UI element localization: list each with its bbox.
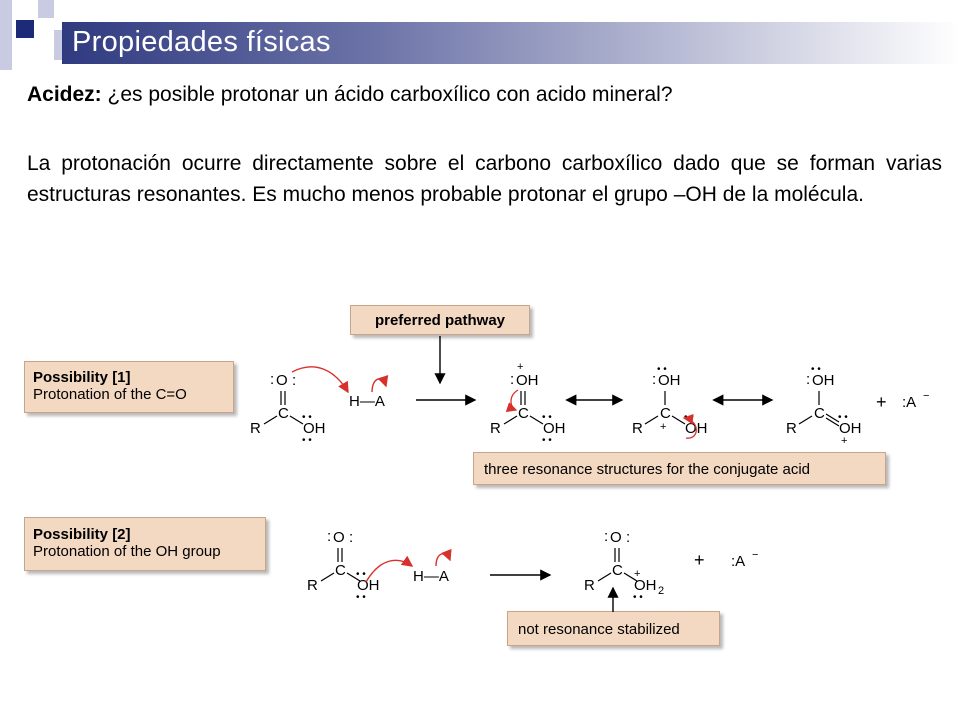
not-resonance-label: not resonance stabilized <box>518 621 680 638</box>
svg-text:OH: OH <box>812 372 835 389</box>
base-2: :A <box>731 553 746 570</box>
atom-r1: R <box>250 420 261 437</box>
svg-text:OH: OH <box>357 577 380 594</box>
acid-structure-1 <box>250 371 326 446</box>
svg-text:• •: • • <box>633 592 643 603</box>
base-2-charge: − <box>752 549 759 561</box>
svg-text:OH: OH <box>543 420 566 437</box>
svg-text:• •: • • <box>356 569 366 580</box>
svg-text:C: C <box>518 405 529 422</box>
svg-text:R: R <box>584 577 595 594</box>
question-text: ¿es posible protonar un ácido carboxílico con acido mineral? <box>101 83 673 106</box>
preferred-pathway-label: preferred pathway <box>374 312 506 329</box>
resonance-structure-c <box>786 364 862 447</box>
possibility2-subtitle: Protonation of the OH group <box>33 543 221 560</box>
base-1-charge: − <box>923 390 930 402</box>
svg-text:OH: OH <box>634 577 657 594</box>
red-arrow-6 <box>436 554 450 566</box>
svg-text:• •: • • <box>356 592 366 603</box>
svg-text:• •: • • <box>302 412 312 423</box>
svg-text:+: + <box>517 361 524 373</box>
svg-text:R: R <box>307 577 318 594</box>
svg-text:2: 2 <box>658 585 665 597</box>
svg-text::: : <box>626 529 631 546</box>
possibility1-subtitle: Protonation of the C=O <box>33 386 187 403</box>
svg-text:O: O <box>610 529 622 546</box>
svg-text::: : <box>652 371 657 388</box>
svg-text:• •: • • <box>657 364 667 375</box>
svg-text:O: O <box>333 529 345 546</box>
page-title: Propiedades físicas <box>72 26 331 58</box>
svg-text:C: C <box>335 562 346 579</box>
atom-c1: C <box>278 405 289 422</box>
resonance-structure-a <box>490 361 566 446</box>
svg-text:• •: • • <box>838 412 848 423</box>
svg-text::: : <box>327 528 332 545</box>
svg-text:OH: OH <box>516 372 539 389</box>
plus-2: + <box>694 550 705 570</box>
dots-o1b: : <box>292 372 297 389</box>
svg-text:• •: • • <box>684 412 694 423</box>
plus-1: + <box>876 392 887 412</box>
svg-text:R: R <box>632 420 643 437</box>
dots-o1: : <box>270 371 275 388</box>
possibility2-title: Possibility [2] <box>33 526 131 543</box>
svg-text:R: R <box>490 420 501 437</box>
svg-text:OH: OH <box>658 372 681 389</box>
h-a-1: H—A <box>349 393 385 410</box>
acid-structure-2 <box>307 528 380 603</box>
svg-text::: : <box>604 528 609 545</box>
svg-text:+: + <box>660 421 667 433</box>
svg-text:• •: • • <box>542 435 552 446</box>
svg-text:OH: OH <box>685 420 708 437</box>
svg-text:C: C <box>814 405 825 422</box>
atom-oh1: OH <box>303 420 326 437</box>
red-arrow-2 <box>372 379 386 392</box>
svg-text:• •: • • <box>811 364 821 375</box>
protonated-oh-structure <box>584 528 664 603</box>
svg-text:C: C <box>660 405 671 422</box>
body-paragraph: La protonación ocurre directamente sobre el carbono carboxílico dado que se forman varias estructuras resonantes. Es mucho menos probable protonar el grupo –OH de la molécula. <box>27 152 942 206</box>
red-arrow-3 <box>511 390 518 410</box>
base-1: :A <box>902 394 917 411</box>
svg-text::: : <box>806 371 811 388</box>
atom-o1: O <box>276 372 288 389</box>
dots-oa: : <box>510 371 515 388</box>
svg-text:C: C <box>612 562 623 579</box>
red-arrow-1 <box>292 367 348 392</box>
svg-text:• •: • • <box>542 412 552 423</box>
svg-text:OH: OH <box>839 420 862 437</box>
question-label: Acidez: <box>27 83 102 106</box>
svg-text:• •: • • <box>302 435 312 446</box>
svg-text::: : <box>349 529 354 546</box>
possibility1-title: Possibility [1] <box>33 369 131 386</box>
svg-text:+: + <box>841 435 848 447</box>
svg-text:R: R <box>786 420 797 437</box>
svg-text:+: + <box>634 568 641 580</box>
h-a-2: H—A <box>413 568 449 585</box>
resonance-note-label: three resonance structures for the conjugate acid <box>484 461 811 478</box>
